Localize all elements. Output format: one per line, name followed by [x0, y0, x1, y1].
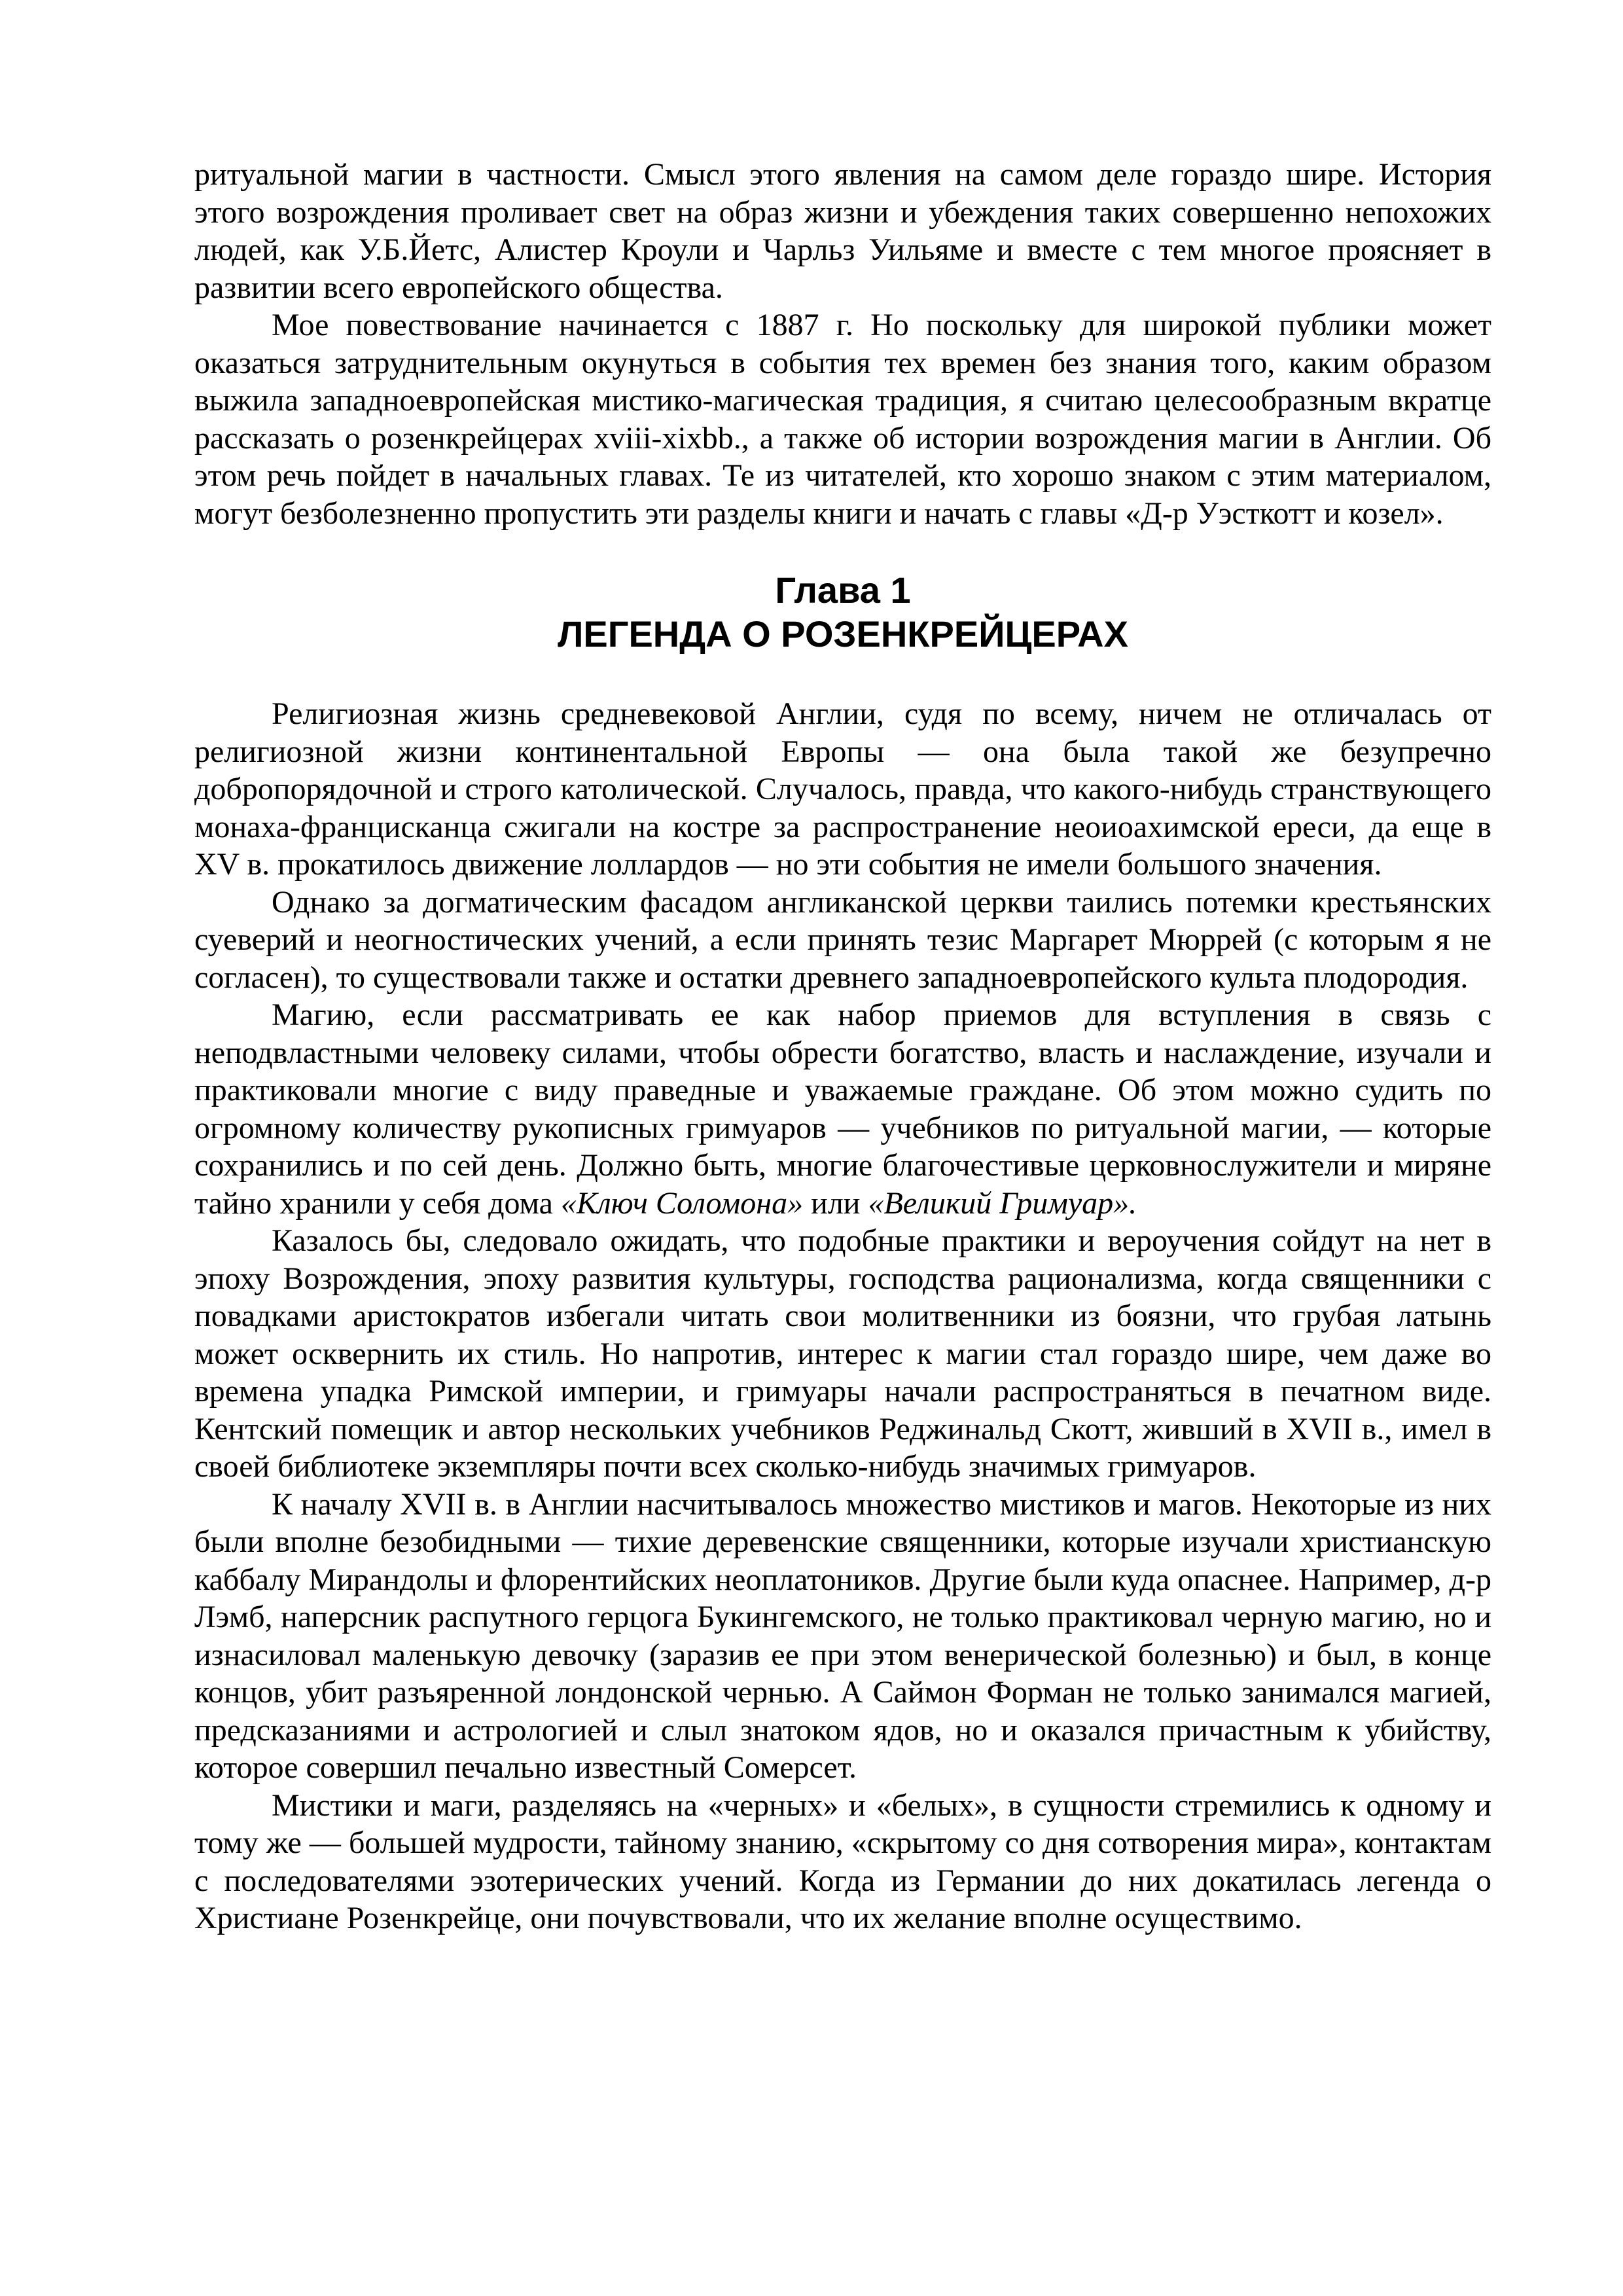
- paragraph-end-punctuation: .: [1129, 1185, 1137, 1221]
- intro-paragraph-1: ритуальной магии в частности. Смысл этого явления на самом деле гораздо шире. История этого возрождения проливает свет на образ жизни и убеждения таких совершенно непохожих людей, как У.Б.Йетс, Алистер Кроули и Чарльз Уильяме и вместе с тем многое проясняет в развитии всего европейского общества.: [194, 157, 1491, 305]
- intro-paragraph-2: Мое повествование начинается с 1887 г. Но поскольку для широкой публики может оказаться затруднительным окунуться в события тех времен без знания того, каким образом выжила западноевропейская мистико-магическая традиция, я считаю целесообразным вкратце рассказать о розенкрейцерах xviii-xixbb., а также об истории возрождения магии в Англии. Об этом речь пойдет в начальных главах. Те из читателей, кто хорошо знаком с этим материалом, могут безболезненно пропустить эти разделы книги и начать с главы «Д-р Уэсткотт и козел».: [194, 308, 1491, 531]
- body-paragraph-1: Религиозная жизнь средневековой Англии, судя по всему, ничем не отличалась от религиозной жизни континентальной Европы — она была такой же безупречно добропорядочной и строго католической. Случалось, правда, что какого-нибудь странствующего монаха-францисканца сжигали на костре за распространение неоиоахимской ереси, да еще в XV в. прокатилось движение лоллардов — но эти события не имели большого значения.: [194, 696, 1491, 882]
- body-paragraph-3: [194, 996, 1491, 1222]
- chapter-number: Глава 1: [775, 569, 911, 611]
- paragraph-text: или: [803, 1185, 868, 1221]
- paragraph-text: Магию, если рассматривать ее как набор приемов для вступления в связь с неподвластными человеку силами, чтобы обрести богатство, власть и наслаждение, изучали и практиковали многие с виду праведные и уважаемые граждане. Об этом можно судить по огромному количеству рукописных гримуаров — учебников по ритуальной магии, — которые сохранились и по сей день. Должно быть, многие благочестивые церковнослужители и миряне тайно хранили у себя дома: [194, 997, 1491, 1221]
- chapter-title: ЛЕГЕНДА О РОЗЕНКРЕЙЦЕРАХ: [558, 613, 1128, 655]
- chapter-heading: [194, 568, 1491, 656]
- body-paragraph-6: Мистики и маги, разделяясь на «черных» и «белых», в сущности стремились к одному и тому же — большей мудрости, тайному знанию, «скрытому со дня сотворения мира», контактам с последователями эзотерических учений. Когда из Германии до них докатилась легенда о Христиане Розенкрейце, они почувствовали, что их желание вполне осуществимо.: [194, 1787, 1491, 1935]
- body-paragraph-5: К началу XVII в. в Англии насчитывалось множество мистиков и магов. Некоторые из них были вполне безобидными — тихие деревенские священники, которые изучали христианскую каббалу Мирандолы и флорентийских неоплатоников. Другие были куда опаснее. Например, д-р Лэмб, наперсник распутного герцога Букингемского, не только практиковал черную магию, но и изнасиловал маленькую девочку (заразив ее при этом венерической болезнью) и был, в конце концов, убит разъяренной лондонской чернью. А Саймон Форман не только занимался магией, предсказаниями и астрологией и слыл знатоком ядов, но и оказался причастным к убийству, которое совершил печально известный Сомерсет.: [194, 1486, 1491, 1785]
- document-page: [194, 156, 1491, 1937]
- body-paragraph-2: Однако за догматическим фасадом англиканской церкви таились потемки крестьянских суеверий и неогностических учений, а если принять тезис Маргарет Мюррей (с которым я не согласен), то существовали также и остатки древнего западноевропейского культа плодородия.: [194, 884, 1491, 995]
- body-paragraph-4: Казалось бы, следовало ожидать, что подобные практики и вероучения сойдут на нет в эпоху Возрождения, эпоху развития культуры, господства рационализма, когда священники с повадками аристократов избегали читать свои молитвенники из боязни, что грубая латынь может осквернить их стиль. Но напротив, интерес к магии стал гораздо шире, чем даже во времена упадка Римской империи, и гримуары начали распространяться в печатном виде. Кентский помещик и автор нескольких учебников Реджинальд Скотт, живший в XVII в., имел в своей библиотеке экземпляры почти всех сколько-нибудь значимых гримуаров.: [194, 1223, 1492, 1484]
- book-title-grand-grimoire: «Великий Гримуар»: [868, 1185, 1130, 1221]
- book-title-key-of-solomon: «Ключ Соломона»: [560, 1185, 804, 1221]
